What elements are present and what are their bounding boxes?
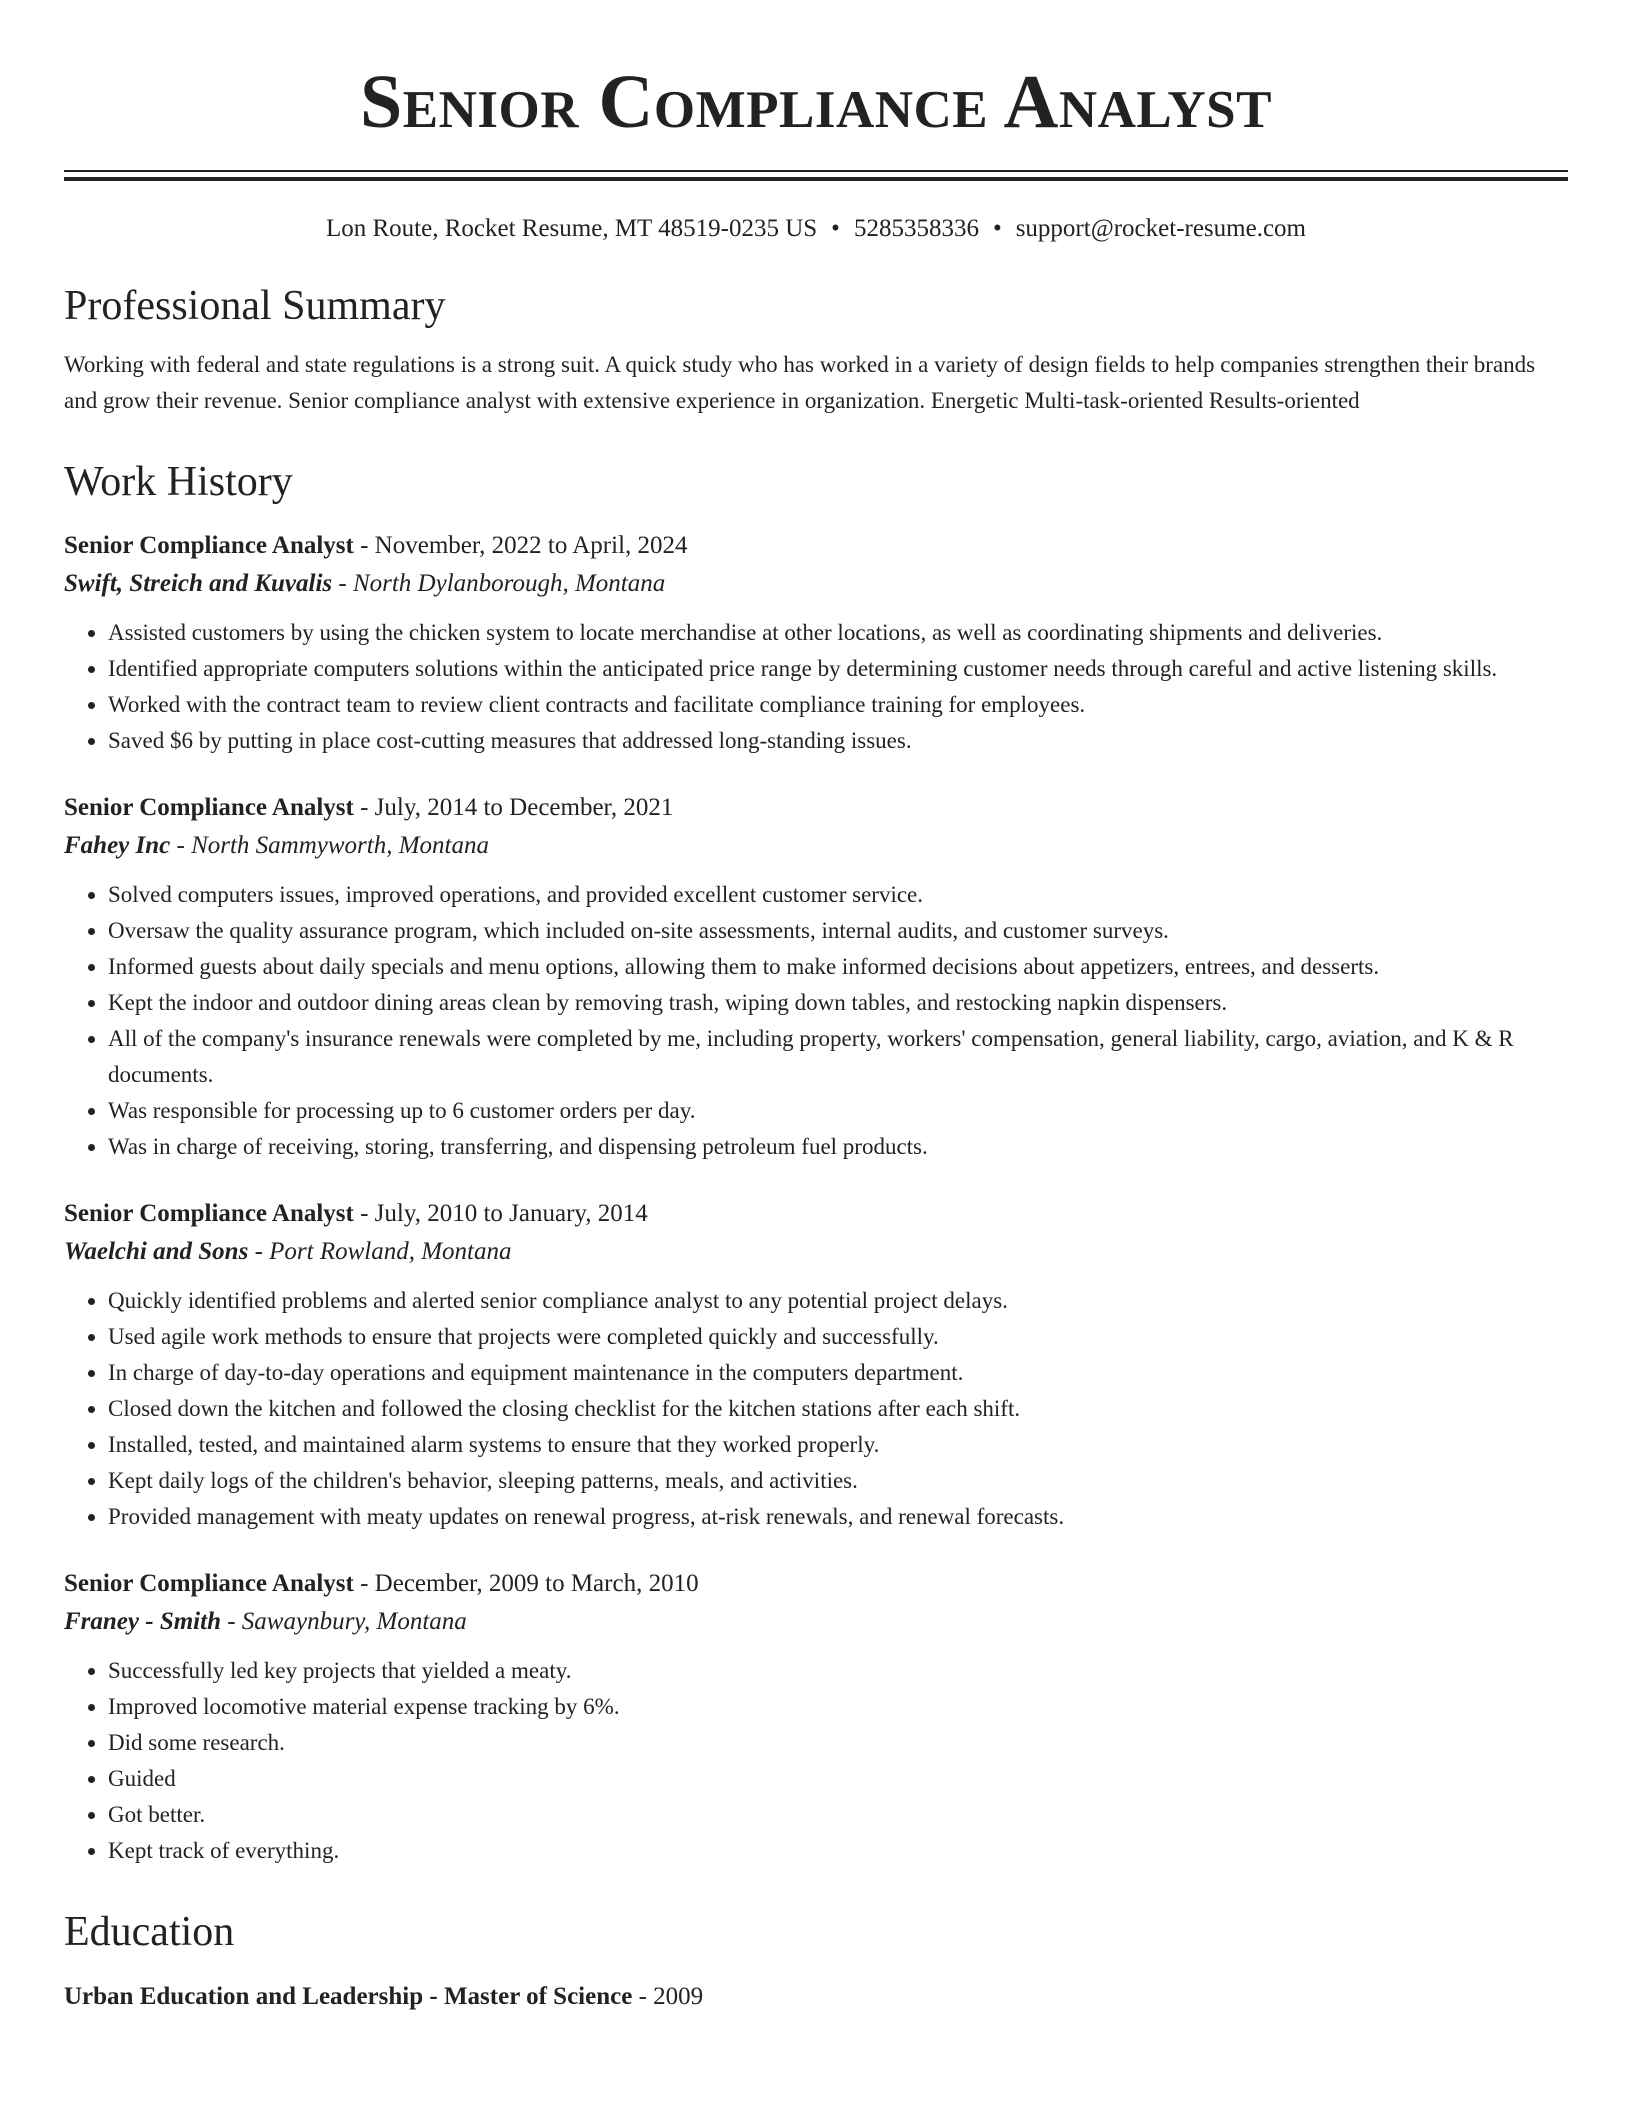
job-entry	[64, 789, 1568, 1165]
contact-line	[64, 215, 1568, 243]
list-item: • Worked with the contract team to review client contracts and facilitate compliance training for employees.	[108, 687, 1568, 723]
job-bullets	[64, 1653, 1568, 1869]
list-item: • Kept daily logs of the children's behavior, sleeping patterns, meals, and activities.	[108, 1463, 1568, 1499]
job-dates: - July, 2014 to December, 2021	[353, 794, 674, 822]
company-location: - Port Rowland, Montana	[248, 1238, 512, 1266]
list-item: • Installed, tested, and maintained alarm systems to ensure that they worked properly.	[108, 1427, 1568, 1463]
list-item: • Was responsible for processing up to 6 customer orders per day.	[108, 1093, 1568, 1129]
job-title: Senior Compliance Analyst	[64, 1200, 354, 1228]
job-entry	[64, 1195, 1568, 1535]
list-item: • Did some research.	[108, 1725, 1568, 1761]
list-item: • Oversaw the quality assurance program, which included on-site assessments, internal audits, and customer surveys.	[108, 913, 1568, 949]
list-item: • Guided	[108, 1761, 1568, 1797]
education-section	[64, 1909, 1568, 2015]
company-line	[64, 1603, 1568, 1641]
list-item: • Quickly identified problems and alerted senior compliance analyst to any potential project delays.	[108, 1283, 1568, 1319]
education-year: - 2009	[632, 1982, 704, 2010]
company-name: Swift, Streich and Kuvalis	[64, 570, 333, 598]
job-title-line	[64, 527, 1568, 565]
company-line	[64, 827, 1568, 865]
job-title: Senior Compliance Analyst	[64, 532, 354, 560]
company-name: Waelchi and Sons	[64, 1238, 249, 1266]
education-degree: Urban Education and Leadership - Master of Science	[64, 1982, 633, 2010]
education-heading: Education	[64, 1909, 235, 1956]
list-item: • Kept track of everything.	[108, 1833, 1568, 1869]
list-item: • Was in charge of receiving, storing, transferring, and dispensing petroleum fuel products.	[108, 1129, 1568, 1165]
job-title: Senior Compliance Analyst	[64, 794, 354, 822]
list-item: • All of the company's insurance renewals were completed by me, including property, workers' compensation, general liability, cargo, aviation, and K & R documents.	[108, 1021, 1568, 1093]
company-location: - Sawaynbury, Montana	[220, 1608, 467, 1636]
contact-separator: •	[831, 215, 840, 242]
list-item: • In charge of day-to-day operations and equipment maintenance in the computers department.	[108, 1355, 1568, 1391]
list-item: • Identified appropriate computers solutions within the anticipated price range by determining customer needs through careful and active listening skills.	[108, 651, 1568, 687]
list-item: • Closed down the kitchen and followed the closing checklist for the kitchen stations after each shift.	[108, 1391, 1568, 1427]
list-item: • Provided management with meaty updates on renewal progress, at-risk renewals, and renewal forecasts.	[108, 1499, 1568, 1535]
list-item: • Assisted customers by using the chicken system to locate merchandise at other locations, as well as coordinating shipments and deliveries.	[108, 615, 1568, 651]
list-item: • Kept the indoor and outdoor dining areas clean by removing trash, wiping down tables, and restocking napkin dispensers.	[108, 985, 1568, 1021]
summary-heading: Professional Summary	[64, 283, 446, 329]
summary-text: Working with federal and state regulations is a strong suit. A quick study who has worked in a variety of design fields to help companies strengthen their brands and grow their revenue. Senior compliance analyst with extensive experience in organization. Energetic Multi-task-oriented Results-oriented	[64, 352, 1536, 414]
contact-email: support@rocket-resume.com	[1015, 215, 1306, 242]
list-item: • Got better.	[108, 1797, 1568, 1833]
work-history-heading: Work History	[64, 459, 293, 506]
list-item: • Improved locomotive material expense tracking by 6%.	[108, 1689, 1568, 1725]
job-bullets	[64, 1283, 1568, 1535]
list-item: • Used agile work methods to ensure that projects were completed quickly and successfully.	[108, 1319, 1568, 1355]
title-divider	[64, 170, 1568, 181]
list-item: • Solved computers issues, improved operations, and provided excellent customer service.	[108, 877, 1568, 913]
summary-section	[64, 283, 1568, 419]
job-entry	[64, 1565, 1568, 1869]
company-name: Fahey Inc	[64, 832, 171, 860]
job-dates: - December, 2009 to March, 2010	[353, 1570, 699, 1598]
page-title: Senior Compliance Analyst	[359, 60, 1272, 144]
company-line	[64, 1233, 1568, 1271]
company-location: - North Sammyworth, Montana	[170, 832, 489, 860]
list-item: • Saved $6 by putting in place cost-cutting measures that addressed long-standing issues.	[108, 723, 1568, 759]
job-title: Senior Compliance Analyst	[64, 1570, 354, 1598]
job-title-line	[64, 789, 1568, 827]
company-line	[64, 565, 1568, 603]
list-item: • Informed guests about daily specials and menu options, allowing them to make informed decisions about appetizers, entrees, and desserts.	[108, 949, 1568, 985]
work-history-section	[64, 459, 1568, 1869]
company-name: Franey - Smith	[64, 1608, 221, 1636]
job-entry	[64, 527, 1568, 759]
job-title-line	[64, 1565, 1568, 1603]
contact-address: Lon Route, Rocket Resume, MT 48519-0235 US	[325, 215, 818, 242]
company-location: - North Dylanborough, Montana	[332, 570, 666, 598]
job-dates: - November, 2022 to April, 2024	[353, 532, 688, 560]
job-title-line	[64, 1195, 1568, 1233]
job-bullets	[64, 615, 1568, 759]
contact-phone: 5285358336	[853, 215, 979, 242]
job-dates: - July, 2010 to January, 2014	[353, 1200, 648, 1228]
contact-separator: •	[992, 215, 1002, 242]
job-bullets	[64, 877, 1568, 1165]
list-item: • Successfully led key projects that yielded a meaty.	[108, 1653, 1568, 1689]
education-entry	[64, 1978, 1568, 2016]
